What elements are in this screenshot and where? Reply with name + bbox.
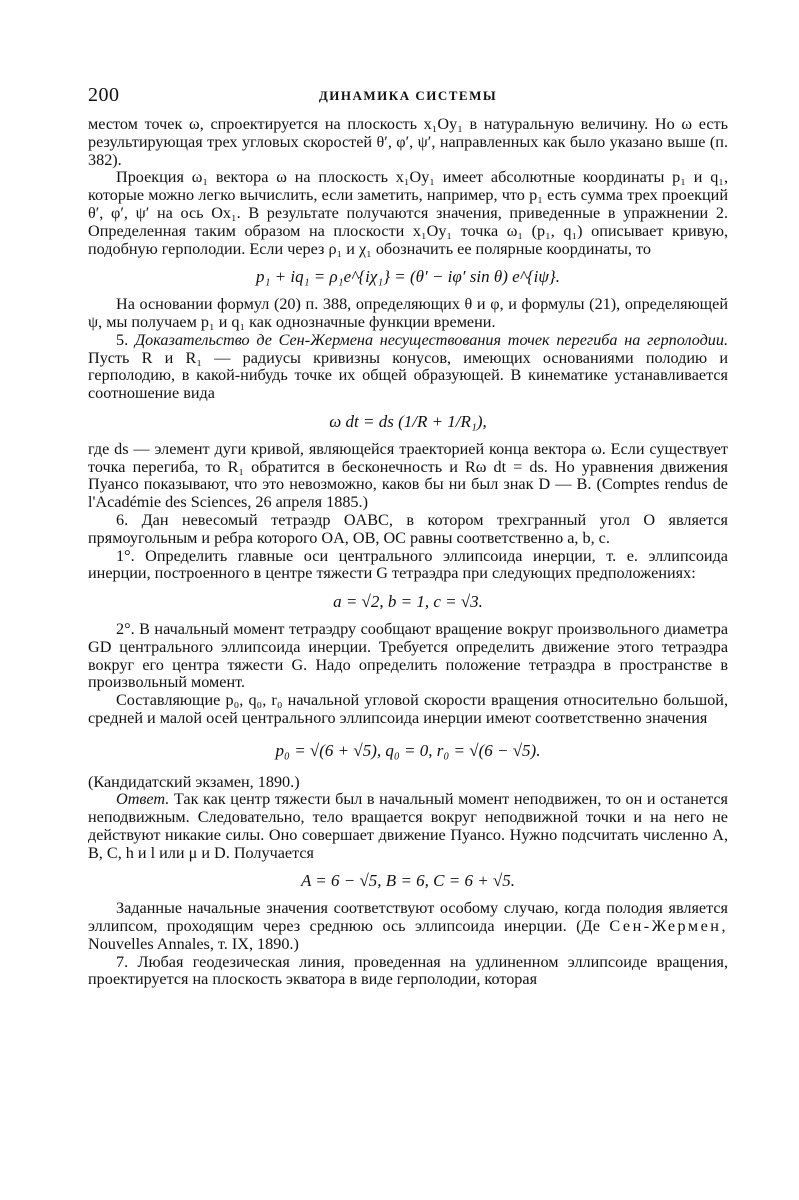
paragraph-part-1: 1°. Определить главные оси центрального эллипсоида инерции, т. е. эллипсоида инерции, построенного в центре тяжести G тетраэдра при следующих предположениях: bbox=[88, 546, 728, 583]
paragraph-special-case bbox=[88, 900, 728, 953]
page-number: 200 bbox=[88, 84, 120, 106]
exercise-5-title: Доказательство де Сен-Жермена несуществования точек перегиба на герполодии. bbox=[134, 330, 729, 349]
formula-kinematics: ω dt = ds (1/R + 1/R₁), bbox=[329, 411, 487, 431]
answer-label: Ответ. bbox=[116, 790, 170, 809]
formula-initial-velocity: p₀ = √(6 + √5), q₀ = 0, r₀ = √(6 − √5). bbox=[275, 740, 541, 760]
book-page bbox=[88, 84, 728, 989]
running-title: ДИНАМИКА СИСТЕМЫ bbox=[318, 88, 498, 103]
special-case-source: Nouvelles Annales, т. IX, 1890.) bbox=[88, 934, 299, 953]
paragraph-part-2: 2°. В начальный момент тетраэдру сообщают вращение вокруг произвольного диаметра GD центрального эллипсоида инерции. Требуется определить движение этого тетраэдра вокруг его центра тяжести G. Надо определить положение тетраэдра в пространстве в произвольный момент. bbox=[88, 619, 728, 692]
formula-moments: A = 6 − √5, B = 6, C = 6 + √5. bbox=[300, 871, 516, 891]
special-case-text: Заданные начальные значения соответствуют особому случаю, когда полодия является эллипсом, проходящим через среднюю ось эллипсоида инерции. (Де bbox=[88, 899, 728, 936]
page-body bbox=[88, 116, 728, 989]
author-name: Сен-Жермен, bbox=[609, 917, 728, 936]
page-header bbox=[88, 84, 728, 116]
paragraph-components: Составляющие p₀, q₀, r₀ начальной угловой скорости вращения относительно большой, средней и малой осей центрального эллипсоида инерции имеют соответственно значения bbox=[88, 691, 728, 727]
exercise-5-text: Пусть R и R₁ — радиусы кривизны конусов, имеющих основаниями полодию и герполодию, в какой-нибудь точке их общей образующей. В кинематике устанавливается соотношение вида bbox=[88, 348, 728, 403]
paragraph-continuation: местом точек ω, спроектируется на плоскость x₁Oy₁ в натуральную величину. Но ω есть результирующая трех угловых скоростей θ′, φ′, ψ′, направленных как было указано выше (п. 382). bbox=[88, 115, 728, 169]
paragraph-exercise-7: 7. Любая геодезическая линия, проведенная на удлиненном эллипсоиде вращения, проектируется на плоскость экватора в виде герполодии, которая bbox=[88, 952, 728, 989]
paragraph-formulas-reference: На основании формул (20) п. 388, определяющих θ и φ, и формулы (21), определяющей ψ, мы получаем p₁ и q₁ как однозначные функции времени. bbox=[88, 295, 728, 331]
paragraph-inflection: где ds — элемент дуги кривой, являющейся траекторией конца вектора ω. Если существует точка перегиба, то R₁ обратится в бесконечность и Rω dt = ds. Но уравнения движения Пуансо показывают, что это невозможно, каков бы ни был знак D — B. (Comptes rendus de l'Académie des Sciences, 26 апреля 1885.) bbox=[88, 439, 728, 512]
paragraph-exam-reference: (Кандидатский экзамен, 1890.) bbox=[88, 772, 300, 791]
paragraph-exercise-6: 6. Дан невесомый тетраэдр OABC, в котором трехгранный угол O является прямоугольным и ребра которого OA, OB, OC равны соответственно a, b, c. bbox=[88, 510, 728, 547]
answer-text: Так как центр тяжести был в начальный момент неподвижен, то он и останется неподвижным. Следовательно, тело вращается вокруг неподвижной точки и на него не действуют никакие силы. Оно совершает движение Пуансо. Нужно подсчитать численно A, B, C, h и l или μ и D. Получается bbox=[88, 790, 729, 862]
paragraph-answer bbox=[88, 791, 728, 862]
formula-edges: a = √2, b = 1, c = √3. bbox=[333, 592, 483, 612]
exercise-5-number: 5. bbox=[116, 330, 129, 349]
paragraph-exercise-5 bbox=[88, 332, 728, 403]
formula-polar-coordinates: p₁ + iq₁ = ρ₁e^{iχ₁} = (θ′ − iφ′ sin θ) e^{iψ}. bbox=[256, 267, 560, 287]
paragraph-projection: Проекция ω₁ вектора ω на плоскость x₁Oy₁ имеет абсолютные координаты p₁ и q₁, которые можно легко вычислить, если заметить, например, что p₁ есть сумма трех проекций θ′, φ′, ψ′ на ось Ox₁. В результате получаются значения, приведенные в упражнении 2. Определенная таким образом на плоскости x₁Oy₁ точка ω₁ (p₁, q₁) описывает кривую, подобную герполодии. Если через ρ₁ и χ₁ обозначить ее полярные координаты, то bbox=[88, 168, 728, 258]
